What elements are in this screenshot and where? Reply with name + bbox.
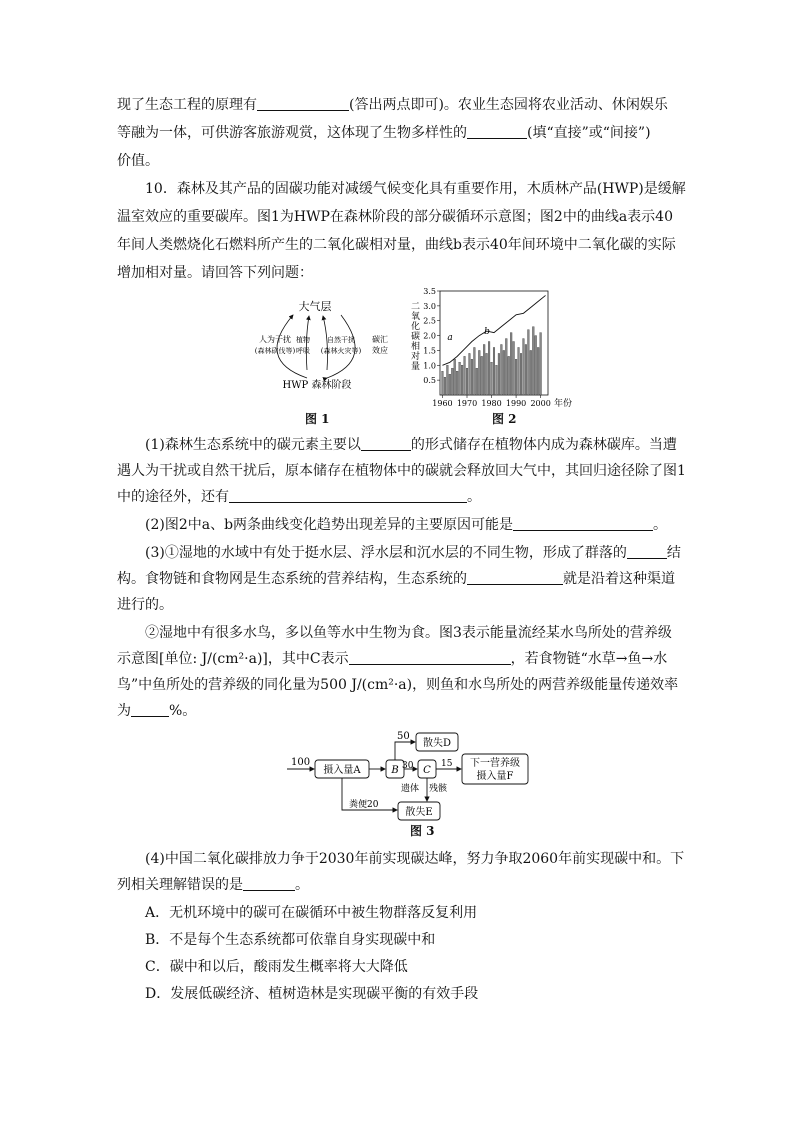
x-tick-label: 1970 <box>456 399 478 408</box>
fig3-value-30: 30 <box>402 761 414 771</box>
bar-b <box>523 339 525 395</box>
series-b-label: b <box>484 327 490 338</box>
bar-b <box>503 350 505 395</box>
bar-b <box>505 339 507 395</box>
fig3-remains-label: 遗体 <box>401 784 420 794</box>
question-3-text: (3)①湿地的水域中有处于挺水层、浮水层和沉水层的不同生物，形成了群落的 结 <box>145 540 682 566</box>
fig3-residue-label: 残骸 <box>429 784 448 794</box>
bar-b <box>478 350 480 395</box>
option-a: A．无机环境中的碳可在碳循环中被生物群落反复利用 <box>145 905 478 921</box>
answer-blank <box>229 486 467 503</box>
y-tick-label: 3.0 <box>423 301 436 311</box>
bar-b <box>454 359 456 395</box>
fig1-natural-disturbance: 自然干扰 <box>327 336 355 344</box>
bar-b <box>459 362 461 395</box>
fig3-feces-label: 粪便20 <box>349 800 379 810</box>
bar-b <box>444 377 446 395</box>
figure-1-diagram <box>245 290 395 400</box>
fig1-effect: 效应 <box>372 346 388 355</box>
bar-b <box>481 356 483 395</box>
bar-b <box>513 342 515 395</box>
fig1-natural-disturbance-note: (森林火灾等) <box>320 347 362 355</box>
text-line: 构。食物链和食物网是生态系统的营养结构，生态系统的 就是沿着这种渠道 <box>117 566 682 592</box>
bar-b <box>508 356 510 395</box>
question-1-text: (1)森林生态系统中的碳元素主要以 的形式储存在植物体内成为森林碳库。当遭 <box>145 432 682 458</box>
text-line: 中的途径外，还有 。 <box>117 484 682 510</box>
answer-blank <box>361 434 411 451</box>
text-line: 温室效应的重要碳库。图1为HWP在森林阶段的部分碳循环示意图；图2中的曲线a表示40 <box>117 209 673 225</box>
bar-b <box>442 371 444 395</box>
figure-2-chart <box>408 285 583 410</box>
fig1-carbon-sink: 碳汇 <box>372 335 388 344</box>
y-tick-label: 2.0 <box>423 331 436 341</box>
fig3-value-50: 50 <box>397 731 410 742</box>
x-tick-label: 2000 <box>530 399 551 408</box>
answer-blank <box>349 648 511 665</box>
option-d: D．发展低碳经济、植树造林是实现碳平衡的有效手段 <box>145 986 479 1002</box>
fig1-plant: 植物 <box>296 336 310 344</box>
fig3-intake-label: 摄入量A <box>323 765 361 776</box>
fig3-next-intake-label: 摄入量F <box>476 771 514 782</box>
fig3-b-label: B <box>391 765 399 776</box>
answer-blank <box>467 568 563 585</box>
answer-blank <box>467 122 527 139</box>
bar-b <box>501 344 503 395</box>
bar-b <box>461 365 463 395</box>
text-line: 遇人为干扰或自然干扰后，原本储存在植物体中的碳就会释放回大气中，其回归途径除了图1 <box>117 463 686 479</box>
bar-b <box>449 374 451 395</box>
answer-blank <box>513 514 653 531</box>
figure-2-caption: 图 2 <box>492 412 517 426</box>
bar-b <box>491 362 493 395</box>
bar-b <box>510 333 512 395</box>
bar-b <box>493 347 495 395</box>
y-tick-label: 1.0 <box>423 361 436 371</box>
x-tick-label: 1990 <box>505 399 527 408</box>
figure-3-caption: 图 3 <box>410 824 435 838</box>
question-3-part-2-text: ②湿地中有很多水鸟，多以鱼等水中生物为食。图3表示能量流经某水鸟所处的营养级 <box>145 625 672 641</box>
bar-b <box>528 330 530 395</box>
text-line: 为 %。 <box>117 698 682 724</box>
bar-b <box>518 347 520 395</box>
fig3-loss-e-label: 散失E <box>405 807 433 818</box>
text-line: 进行的。 <box>117 597 173 613</box>
series-a-label: a <box>447 333 453 344</box>
question-2-text: (2)图2中a、b两条曲线变化趋势出现差异的主要原因可能是 。 <box>145 512 682 538</box>
option-c: C．碳中和以后，酸雨发生概率将大大降低 <box>145 959 408 975</box>
bar-b <box>525 344 527 395</box>
bar-b <box>496 365 498 395</box>
bar-b <box>464 356 466 395</box>
question-4-text: (4)中国二氧化碳排放力争于2030年前实现碳达峰，努力争取2060年前实现碳中和。下 <box>145 851 685 867</box>
y-tick-label: 3.5 <box>423 287 436 296</box>
bar-b <box>447 365 449 395</box>
text-line: 价值。 <box>117 153 159 169</box>
figure-3-energy-flow <box>285 728 535 824</box>
fig1-human-disturbance-note: (森林砍伐等) <box>254 347 296 355</box>
y-axis-label: 二氧化碳相对量 <box>409 301 419 371</box>
fig3-value-100: 100 <box>291 757 311 768</box>
fig3-next-level-label: 下一营养级 <box>470 758 520 769</box>
bar-b <box>483 344 485 395</box>
bar-b <box>532 327 534 395</box>
fig3-c-label: C <box>423 765 431 776</box>
y-tick-label: 0.5 <box>423 376 436 386</box>
bar-b <box>540 333 542 395</box>
bar-b <box>469 353 471 395</box>
bar-b <box>520 353 522 395</box>
answer-blank <box>131 700 169 717</box>
x-tick-label: 1960 <box>432 399 453 408</box>
text-line: 增加相对量。请回答下列问题： <box>117 265 313 281</box>
bar-b <box>471 359 473 395</box>
y-tick-label: 1.5 <box>423 346 436 356</box>
fig1-atmosphere-label: 大气层 <box>298 300 332 313</box>
bar-b <box>451 368 453 395</box>
text-line: 鸟”中鱼所处的营养级的同化量为500 J/(cm²·a)，则鱼和水鸟所处的两营养级能量传递效率 <box>117 677 679 693</box>
x-tick-label: 1980 <box>481 399 502 408</box>
fig3-loss-d-label: 散失D <box>422 738 452 749</box>
bar-b <box>486 353 488 395</box>
text-line: 列相关理解错误的是 。 <box>117 872 682 898</box>
bar-b <box>474 347 476 395</box>
fig1-hwp-label: HWP 森林阶段 <box>282 380 352 391</box>
fig3-value-15: 15 <box>441 759 453 769</box>
text-line: 示意图[单位: J/(cm²·a)]，其中C表示 ，若食物链“水草→鱼→水 <box>117 646 682 672</box>
answer-blank <box>257 94 349 111</box>
answer-blank <box>627 542 667 559</box>
fig1-respiration: 呼吸 <box>296 347 310 355</box>
bar-b <box>498 353 500 395</box>
option-b: B．不是每个生态系统都可依靠自身实现碳中和 <box>145 932 436 948</box>
bar-b <box>466 368 468 395</box>
x-axis-label: 年份 <box>554 399 573 409</box>
text-line: 现了生态工程的原理有 (答出两点即可)。农业生态园将农业活动、休闲娱乐 <box>117 92 682 118</box>
text-line: 年间人类燃烧化石燃料所产生的二氧化碳相对量，曲线b表示40年间环境中二氧化碳的实际 <box>117 237 676 253</box>
bar-b <box>476 368 478 395</box>
bar-b <box>530 350 532 395</box>
answer-blank <box>243 874 295 891</box>
text-line: 等融为一体，可供游客旅游观赏，这体现了生物多样性的 (填“直接”或“间接”) <box>117 120 682 146</box>
y-tick-label: 2.5 <box>423 316 436 326</box>
fig1-human-disturbance: 人为干扰 <box>259 335 291 344</box>
bar-b <box>488 342 490 395</box>
question-10-text: 10．森林及其产品的固碳功能对减缓气候变化具有重要作用，木质林产品(HWP)是缓解 <box>145 181 686 197</box>
figure-1-caption: 图 1 <box>305 412 330 426</box>
bar-b <box>456 371 458 395</box>
bar-b <box>537 347 539 395</box>
bar-b <box>515 359 517 395</box>
bar-b <box>535 336 537 395</box>
